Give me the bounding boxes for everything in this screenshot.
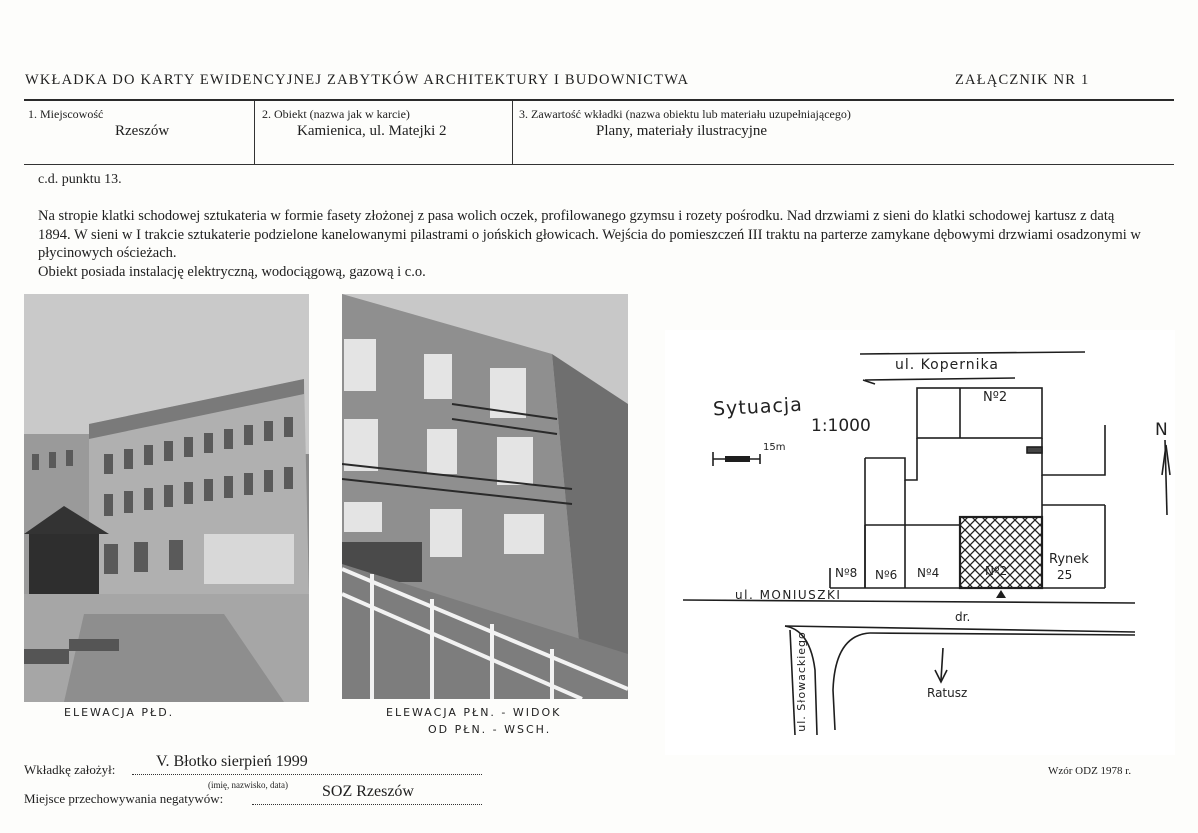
- photo-north-elevation: [342, 294, 628, 699]
- map-scale: 1:1000: [811, 416, 871, 436]
- building-number-label: Nº2: [985, 564, 1008, 578]
- storage-label: Miejsce przechowywania negatywów:: [24, 791, 224, 806]
- header-rule: [24, 99, 1174, 101]
- building-number-label: Nº2: [983, 390, 1008, 405]
- north-arrow-label: N: [1155, 420, 1168, 440]
- street-dr-label: dr.: [955, 610, 971, 624]
- cell-divider: [512, 101, 513, 164]
- street-moniuszki-label: ul. MONIUSZKI: [735, 588, 842, 602]
- field-label-object: 2. Obiekt (nazwa jak w karcie): [262, 107, 410, 121]
- description-paragraph: Na stropie klatki schodowej sztukateria w formie fasety złożonej z pasa wolich oczek, profilowanego gzymsu i rozety pośrodku. Nad drzwiami z sieni do klatki schodowej kartusz z datą 1894. W sieni w I trakcie sztukaterie podzielone kanelowanymi pilastrami o jońskich głowicach. Wejścia do pomieszczeń III traktu na parterze zamykane dębowymi drzwiami osadzonymi w płycinowych ościeżach.: [38, 208, 1141, 261]
- field-value-contents: Plany, materiały ilustracyjne: [596, 123, 768, 139]
- description-paragraph: Obiekt posiada instalację elektryczną, wodociągową, gazową i c.o.: [38, 263, 426, 280]
- photo2-caption-line2: OD PŁN. - WSCH.: [428, 723, 552, 736]
- street-kopernika-label: ul. Kopernika: [895, 357, 999, 373]
- author-value: V. Błotko sierpień 1999: [156, 753, 308, 770]
- building-number-label: Nº6: [875, 568, 898, 582]
- continuation-note: c.d. punktu 13.: [38, 172, 122, 187]
- fields-rule: [24, 164, 1174, 165]
- storage-dotted-line: [252, 804, 482, 805]
- author-label: Wkładkę założył:: [24, 762, 116, 777]
- building-number-label: Nº8: [835, 566, 858, 580]
- rynek-label: Rynek: [1049, 552, 1089, 567]
- author-hint: (imię, nazwisko, data): [208, 780, 288, 790]
- field-value-object: Kamienica, ul. Matejki 2: [297, 123, 447, 139]
- author-dotted-line: [132, 774, 482, 775]
- photo1-caption: ELEWACJA PŁD.: [64, 706, 175, 719]
- situation-map: [665, 330, 1175, 755]
- rynek-number-label: 25: [1057, 568, 1073, 582]
- storage-value: SOZ Rzeszów: [322, 783, 414, 800]
- form-pattern-note: Wzór ODZ 1978 r.: [1048, 765, 1132, 777]
- field-label-locality: 1. Miejscowość: [28, 107, 104, 121]
- field-value-locality: Rzeszów: [115, 123, 170, 139]
- description-text: [38, 207, 1148, 281]
- map-scale-bar-label: 15m: [763, 442, 786, 453]
- field-label-contents: 3. Zawartość wkładki (nazwa obiektu lub materiału uzupełniającego): [519, 107, 851, 121]
- street-slowackiego-label: ul. Słowackiego: [794, 631, 808, 732]
- photo2-caption-line1: ELEWACJA PŁN. - WIDOK: [386, 706, 562, 719]
- annex-number: ZAŁĄCZNIK NR 1: [955, 72, 1090, 88]
- document-title: WKŁADKA DO KARTY EWIDENCYJNEJ ZABYTKÓW ARCHITEKTURY I BUDOWNICTWA: [25, 72, 690, 88]
- building-number-label: Nº4: [917, 566, 940, 580]
- cell-divider: [254, 101, 255, 164]
- map-title: Sytuacja: [712, 393, 804, 421]
- photo-south-elevation: [24, 294, 309, 702]
- ratusz-label: Ratusz: [927, 686, 968, 700]
